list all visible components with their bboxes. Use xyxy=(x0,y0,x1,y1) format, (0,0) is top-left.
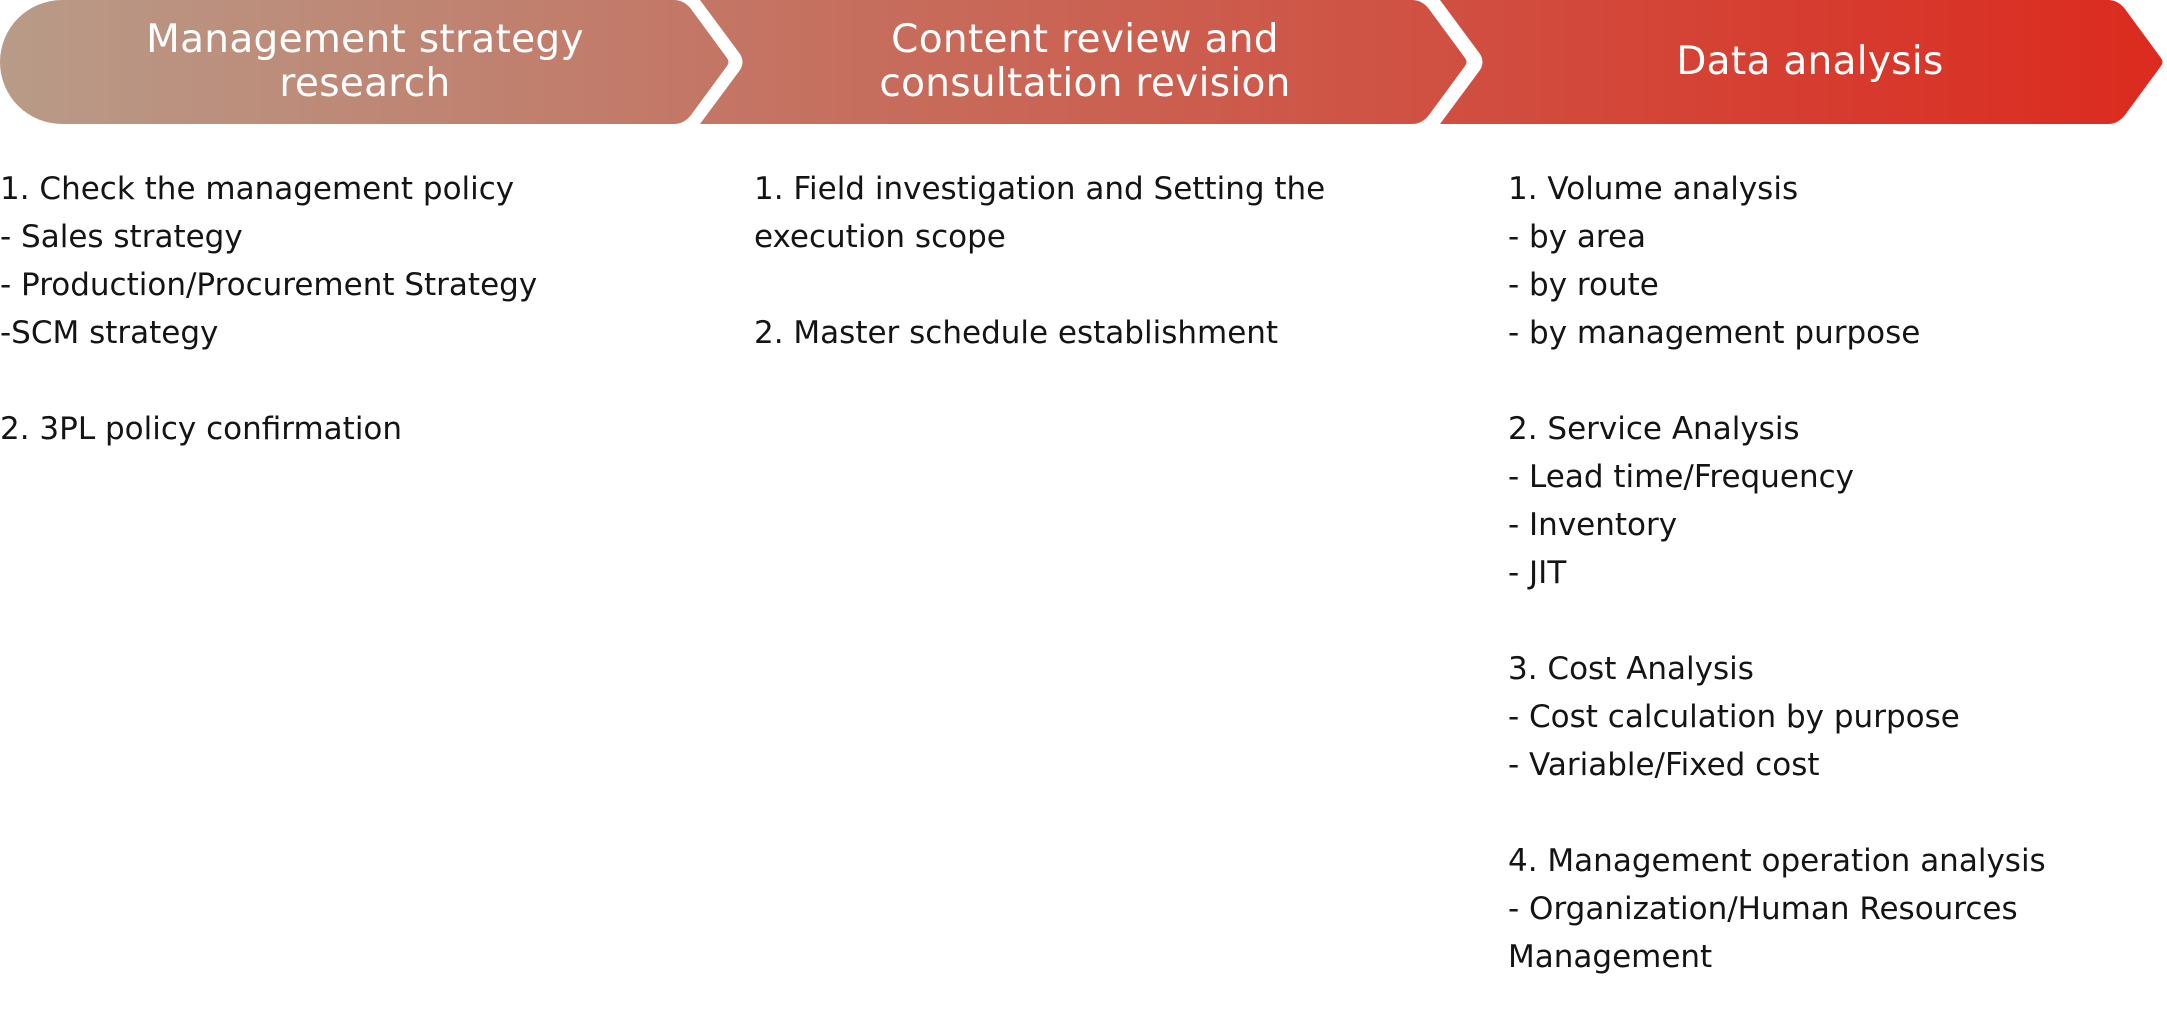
detail-group xyxy=(1508,837,2148,981)
step-details-data-analysis xyxy=(1508,165,2148,1029)
detail-group xyxy=(754,309,1454,357)
step-title-content-review: Content review and consultation revision xyxy=(879,17,1291,106)
detail-line: - Cost calculation by purpose xyxy=(1508,699,1960,735)
detail-line: 1. Check the management policy xyxy=(0,171,515,207)
detail-group xyxy=(0,165,720,357)
detail-line: 2. Service Analysis xyxy=(1508,411,1800,447)
detail-group xyxy=(1508,405,2148,597)
detail-line: - JIT xyxy=(1508,555,1567,591)
detail-line: 1. Volume analysis xyxy=(1508,171,1799,207)
detail-group xyxy=(1508,165,2148,357)
detail-line: - by route xyxy=(1508,267,1659,303)
detail-group xyxy=(0,405,720,453)
detail-line: - Sales strategy xyxy=(0,219,243,255)
detail-group xyxy=(754,165,1454,261)
detail-line: 1. Field investigation and Setting the execution scope xyxy=(754,171,1326,255)
step-details-content-review xyxy=(754,165,1454,405)
detail-line: 3. Cost Analysis xyxy=(1508,651,1754,687)
detail-line: 2. Master schedule establishment xyxy=(754,315,1279,351)
step-title-data-analysis: Data analysis xyxy=(1676,39,1944,84)
detail-line: - Lead time/Frequency xyxy=(1508,459,1854,495)
detail-line: - Inventory xyxy=(1508,507,1678,543)
detail-line: 2. 3PL policy confirmation xyxy=(0,411,403,447)
detail-line: - Production/Procurement Strategy xyxy=(0,267,538,303)
detail-line: -SCM strategy xyxy=(0,315,219,351)
step-title-management-strategy: Management strategy research xyxy=(146,17,584,106)
detail-line: - by area xyxy=(1508,219,1647,255)
step-details-management-strategy xyxy=(0,165,720,501)
detail-group xyxy=(1508,645,2148,789)
detail-line: 4. Management operation analysis xyxy=(1508,843,2046,879)
detail-line: - Variable/Fixed cost xyxy=(1508,747,1820,783)
detail-line: - Organization/Human Resources Management xyxy=(1508,891,2018,975)
detail-line: - by management purpose xyxy=(1508,315,1921,351)
